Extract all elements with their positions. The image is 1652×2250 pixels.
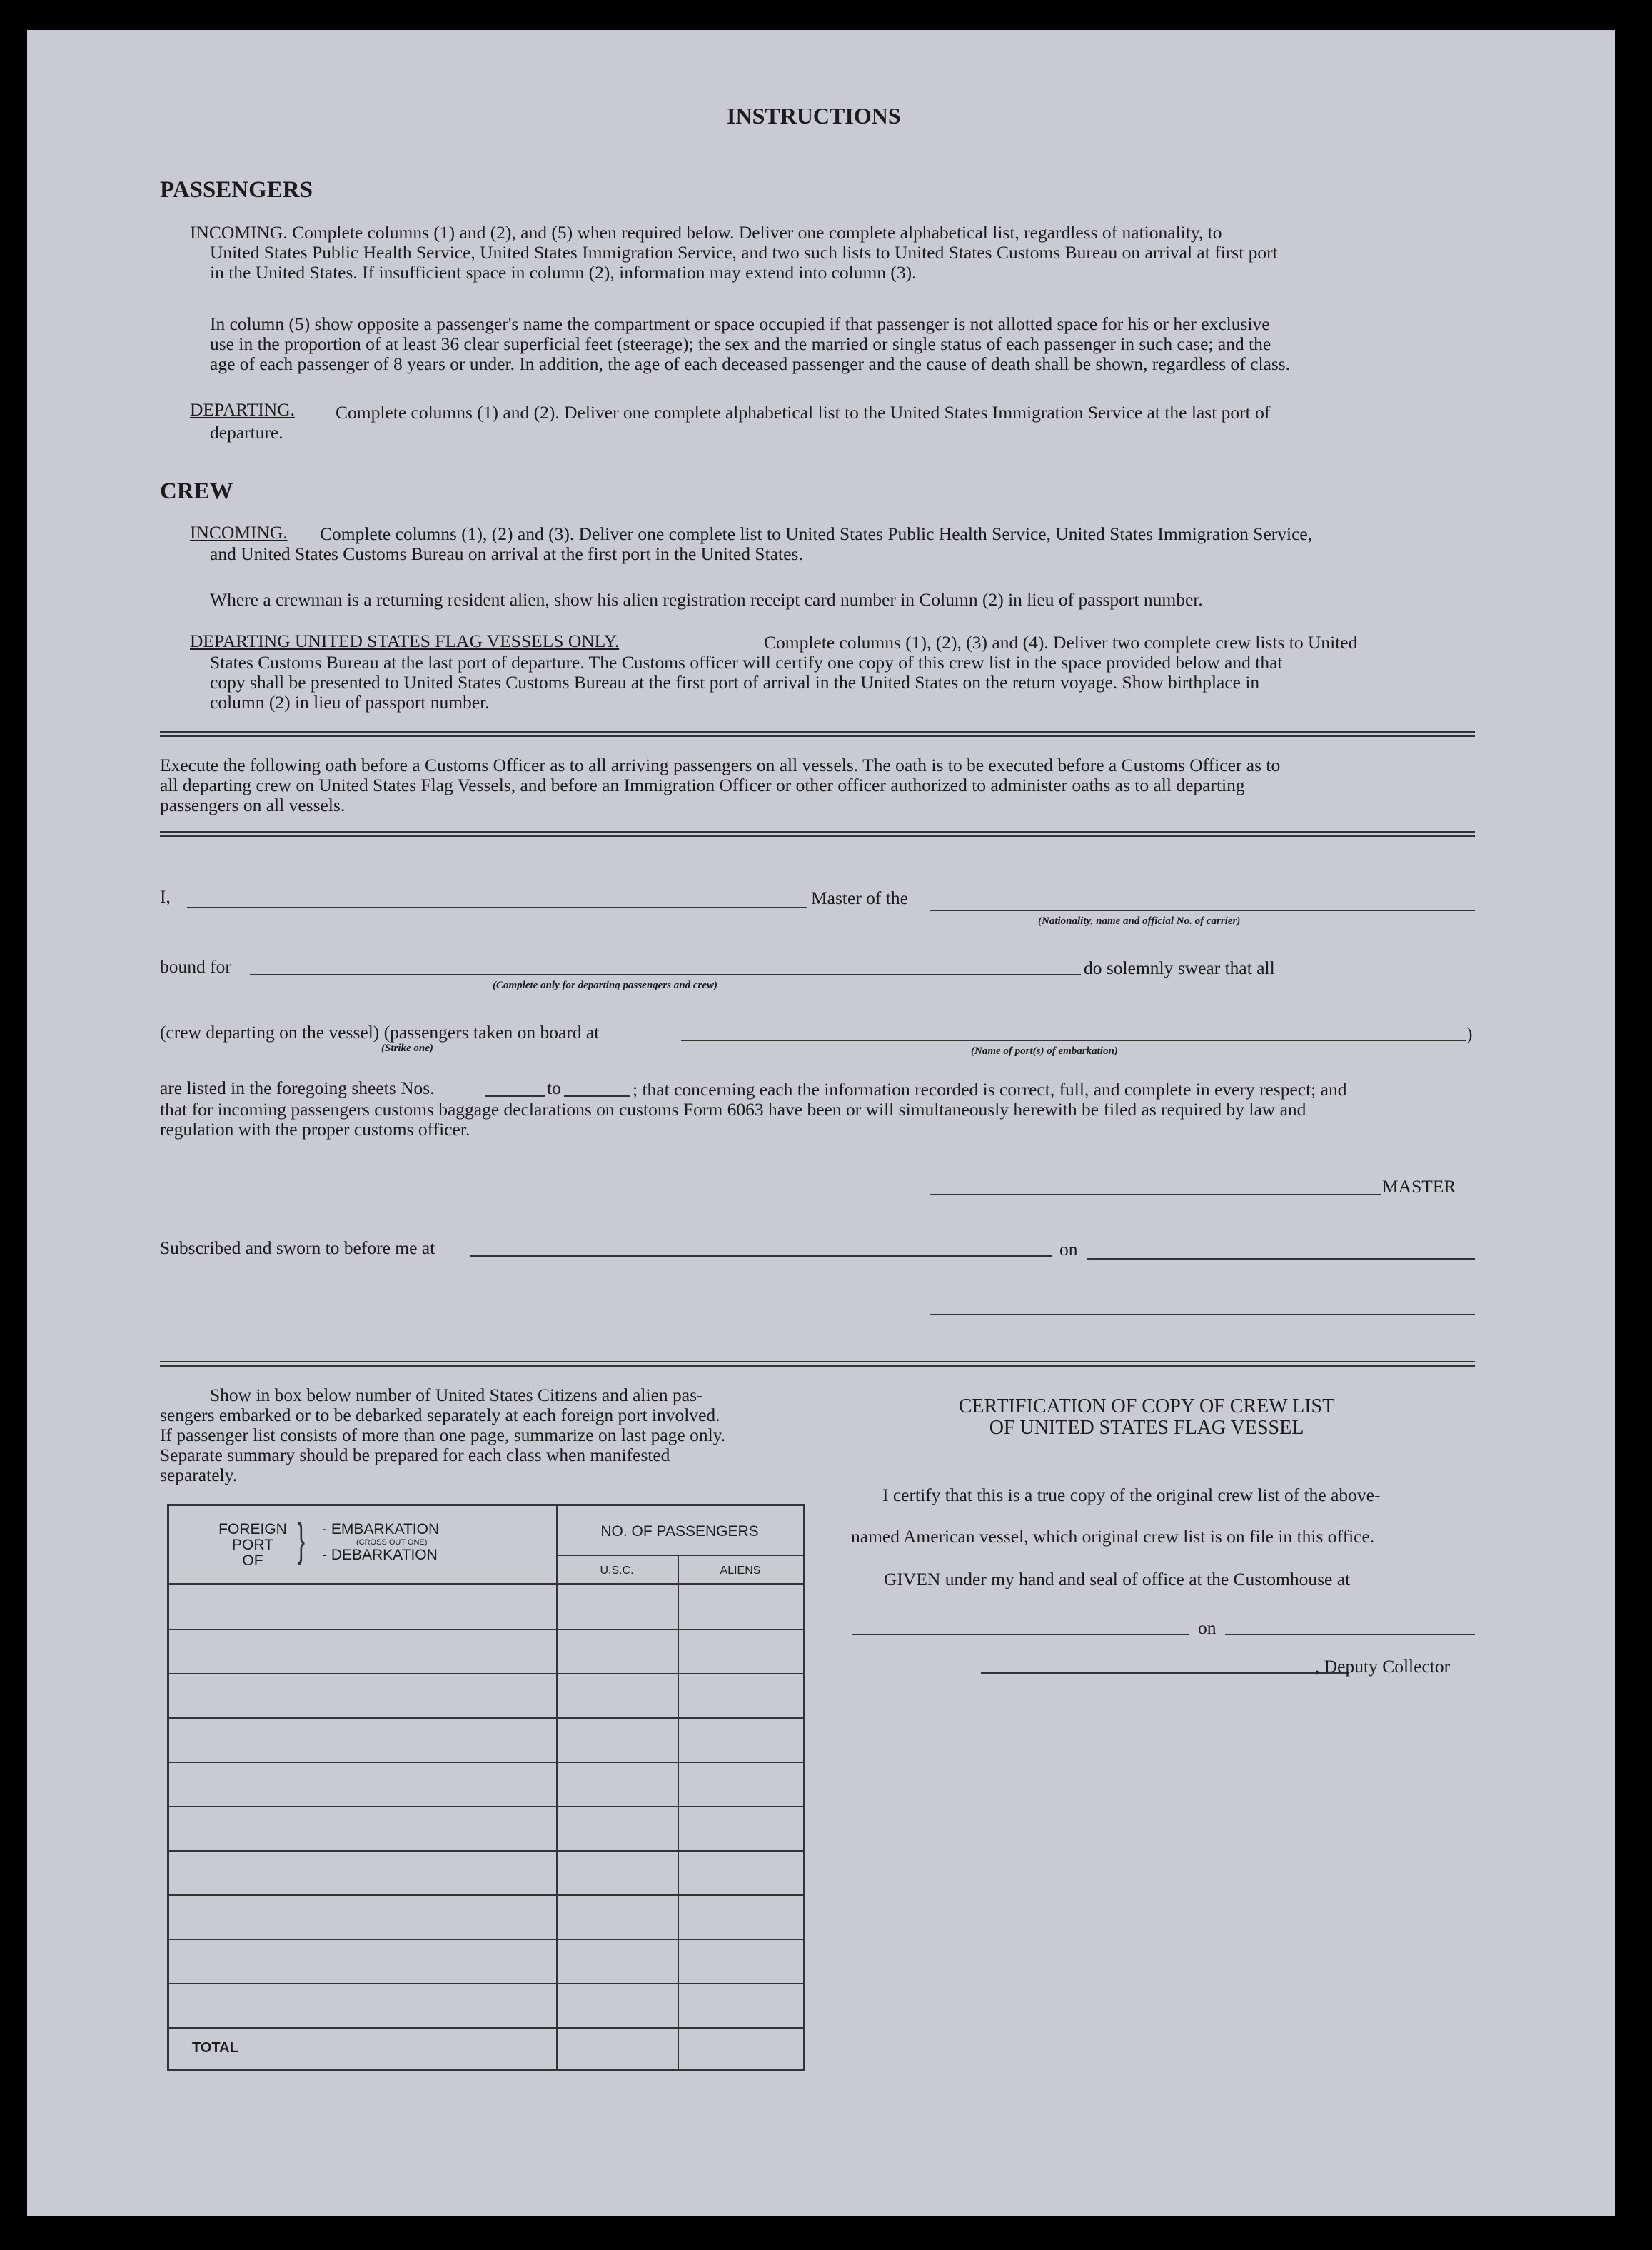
table-row[interactable] xyxy=(169,1673,803,1674)
debarkation-label[interactable]: - DEBARKATION xyxy=(322,1547,438,1563)
summary-line-3: If passenger list consists of more than one page, summarize on last page only. xyxy=(160,1425,726,1445)
oath-i-label: I, xyxy=(160,886,171,907)
master-of-label: Master of the xyxy=(811,888,908,908)
sheet-from-line[interactable] xyxy=(485,1095,545,1097)
bound-for-label: bound for xyxy=(160,956,231,977)
swear-text: do solemnly swear that all xyxy=(1084,958,1275,978)
divider xyxy=(160,731,1475,737)
table-row[interactable] xyxy=(169,1939,803,1940)
given-line: GIVEN under my hand and seal of office at the Customhouse at xyxy=(884,1569,1351,1589)
cross-out-label: (CROSS OUT ONE) xyxy=(356,1538,428,1547)
passengers-departing-line-2: departure. xyxy=(210,422,283,443)
brace-icon: } xyxy=(297,1514,306,1565)
carrier-line[interactable] xyxy=(930,910,1475,911)
summary-line-4: Separate summary should be prepared for each class when manifested xyxy=(160,1445,670,1465)
divider xyxy=(160,831,1475,837)
crew-incoming-line-2: and United States Customs Bureau on arrival at the first port in the United States. xyxy=(210,543,803,564)
certification-on-label: on xyxy=(1198,1617,1217,1638)
port-label: PORT xyxy=(232,1537,273,1553)
sworn-date-line[interactable] xyxy=(1087,1258,1475,1260)
certify-line-2: named American vessel, which original crew list is on file in this office. xyxy=(851,1526,1375,1547)
crew-departing-line-2: States Customs Bureau at the last port of departure. The Customs officer will certify one copy of this crew list in the space provided below and that xyxy=(210,652,1283,673)
close-paren: ) xyxy=(1466,1023,1473,1044)
oath-line-3: regulation with the proper customs officer. xyxy=(160,1119,470,1140)
table-row[interactable] xyxy=(169,1762,803,1763)
crew-heading: CREW xyxy=(160,478,233,504)
passengers-incoming-line-1: INCOMING. Complete columns (1) and (2), and (5) when required below. Deliver one complete alphabetical list, regardless of nationality, to xyxy=(190,222,1222,243)
oath-line-2: that for incoming passengers customs baggage declarations on customs Form 6063 have been or will simultaneously herewith be filed as required by law and xyxy=(160,1099,1306,1120)
form-page xyxy=(27,30,1615,2216)
table-row[interactable] xyxy=(169,1894,803,1896)
embarkation-port-line[interactable] xyxy=(681,1040,1466,1041)
table-row[interactable] xyxy=(169,1717,803,1719)
no-passengers-header: NO. OF PASSENGERS xyxy=(600,1523,759,1540)
passengers-column5-line-3: age of each passenger of 8 years or under. In addition, the age of each deceased passenger and the cause of death shall be shown, regardless of class. xyxy=(210,353,1291,374)
passengers-incoming-line-3: in the United States. If insufficient space in column (2), information may extend into column (3). xyxy=(210,262,917,283)
deputy-collector-label: , Deputy Collector xyxy=(1315,1656,1451,1677)
certification-title-1: CERTIFICATION OF COPY OF CREW LIST xyxy=(958,1395,1335,1417)
listed-text-b: ; that concerning each the information recorded is correct, full, and complete in every respect; and xyxy=(633,1079,1347,1100)
passengers-departing-label: DEPARTING. xyxy=(190,399,295,420)
passengers-incoming-line-2: United States Public Health Service, United States Immigration Service, and two such lists to United States Customs Bureau on arrival at first port xyxy=(210,242,1278,263)
usc-header: U.S.C. xyxy=(600,1565,634,1577)
passengers-departing-line-1: Complete columns (1) and (2). Deliver one complete alphabetical list to the United States Immigration Service at the last port of xyxy=(336,402,1271,423)
strike-one-caption: (Strike one) xyxy=(381,1043,433,1054)
table-row[interactable] xyxy=(169,1850,803,1852)
master-label: MASTER xyxy=(1382,1176,1456,1197)
sworn-place-line[interactable] xyxy=(470,1255,1052,1257)
subscribed-text: Subscribed and sworn to before me at xyxy=(160,1237,435,1258)
sheet-to-line[interactable] xyxy=(564,1095,630,1097)
listed-to: to xyxy=(547,1078,561,1098)
passengers-column5-line-1: In column (5) show opposite a passenger's name the compartment or space occupied if that passenger is not allotted space for his or her exclusive xyxy=(210,313,1270,334)
listed-text-a: are listed in the foregoing sheets Nos. xyxy=(160,1078,435,1098)
crew-departing-text: (crew departing on the vessel) (passengers taken on board at xyxy=(160,1022,600,1043)
aliens-header: ALIENS xyxy=(720,1565,761,1577)
bound-for-line[interactable] xyxy=(250,974,1081,975)
deputy-signature-line[interactable] xyxy=(981,1672,1349,1674)
oath-intro-line-1: Execute the following oath before a Customs Officer as to all arriving passengers on all vessels. The oath is to be executed before a Customs Officer as to xyxy=(160,755,1281,775)
table-row[interactable] xyxy=(169,2027,803,2029)
summary-line-1: Show in box below number of United States Citizens and alien pas- xyxy=(210,1385,703,1405)
table-divider xyxy=(556,1555,803,1556)
table-row[interactable] xyxy=(169,1629,803,1630)
certify-line-1: I certify that this is a true copy of the original crew list of the above- xyxy=(882,1485,1381,1505)
divider xyxy=(160,1361,1475,1367)
customhouse-line[interactable] xyxy=(852,1634,1189,1635)
summary-line-5: separately. xyxy=(160,1465,238,1485)
certification-title-2: OF UNITED STATES FLAG VESSEL xyxy=(989,1417,1304,1439)
passenger-summary-table xyxy=(167,1504,805,2071)
of-label: OF xyxy=(242,1552,263,1569)
table-row[interactable] xyxy=(169,1806,803,1807)
crew-resident-line: Where a crewman is a returning resident alien, show his alien registration receipt card number in Column (2) in lieu of passport number. xyxy=(210,589,1203,610)
crew-departing-line-3: copy shall be presented to United States Customs Bureau at the first port of arrival in the United States on the return voyage. Show birthplace in xyxy=(210,672,1260,693)
crew-incoming-label: INCOMING. xyxy=(190,522,288,543)
crew-departing-line-1: Complete columns (1), (2), (3) and (4). Deliver two complete crew lists to United xyxy=(764,632,1358,653)
embarkation-label[interactable]: - EMBARKATION xyxy=(322,1521,440,1537)
foreign-label: FOREIGN xyxy=(218,1521,287,1537)
certification-date-line[interactable] xyxy=(1225,1634,1475,1635)
table-header-divider xyxy=(169,1583,803,1585)
table-row[interactable] xyxy=(169,1983,803,1984)
passengers-column5-line-2: use in the proportion of at least 36 clear superficial feet (steerage); the sex and the married or single status of each passenger in such case; and the xyxy=(210,333,1271,354)
table-divider xyxy=(678,1555,679,2069)
master-name-line[interactable] xyxy=(187,907,807,908)
carrier-caption: (Nationality, name and official No. of carrier) xyxy=(1038,915,1241,927)
passengers-heading: PASSENGERS xyxy=(160,177,313,203)
oath-intro-line-2: all departing crew on United States Flag Vessels, and before an Immigration Officer or other officer authorized to administer oaths as to all departing xyxy=(160,775,1245,795)
ports-caption: (Name of port(s) of embarkation) xyxy=(971,1045,1118,1057)
page-title: INSTRUCTIONS xyxy=(727,103,901,129)
crew-incoming-line-1: Complete columns (1), (2) and (3). Deliver one complete list to United States Public Health Service, United States Immigration Service, xyxy=(320,523,1313,544)
sworn-on-label: on xyxy=(1059,1239,1078,1260)
departing-caption: (Complete only for departing passengers and crew) xyxy=(493,980,717,991)
officer-signature-line[interactable] xyxy=(930,1314,1475,1315)
oath-intro-line-3: passengers on all vessels. xyxy=(160,795,346,815)
summary-line-2: sengers embarked or to be debarked separately at each foreign port involved. xyxy=(160,1405,720,1425)
master-signature-line[interactable] xyxy=(930,1194,1381,1195)
crew-departing-label: DEPARTING UNITED STATES FLAG VESSELS ONLY. xyxy=(190,631,620,651)
crew-departing-line-4: column (2) in lieu of passport number. xyxy=(210,692,490,713)
total-label: TOTAL xyxy=(192,2040,238,2056)
